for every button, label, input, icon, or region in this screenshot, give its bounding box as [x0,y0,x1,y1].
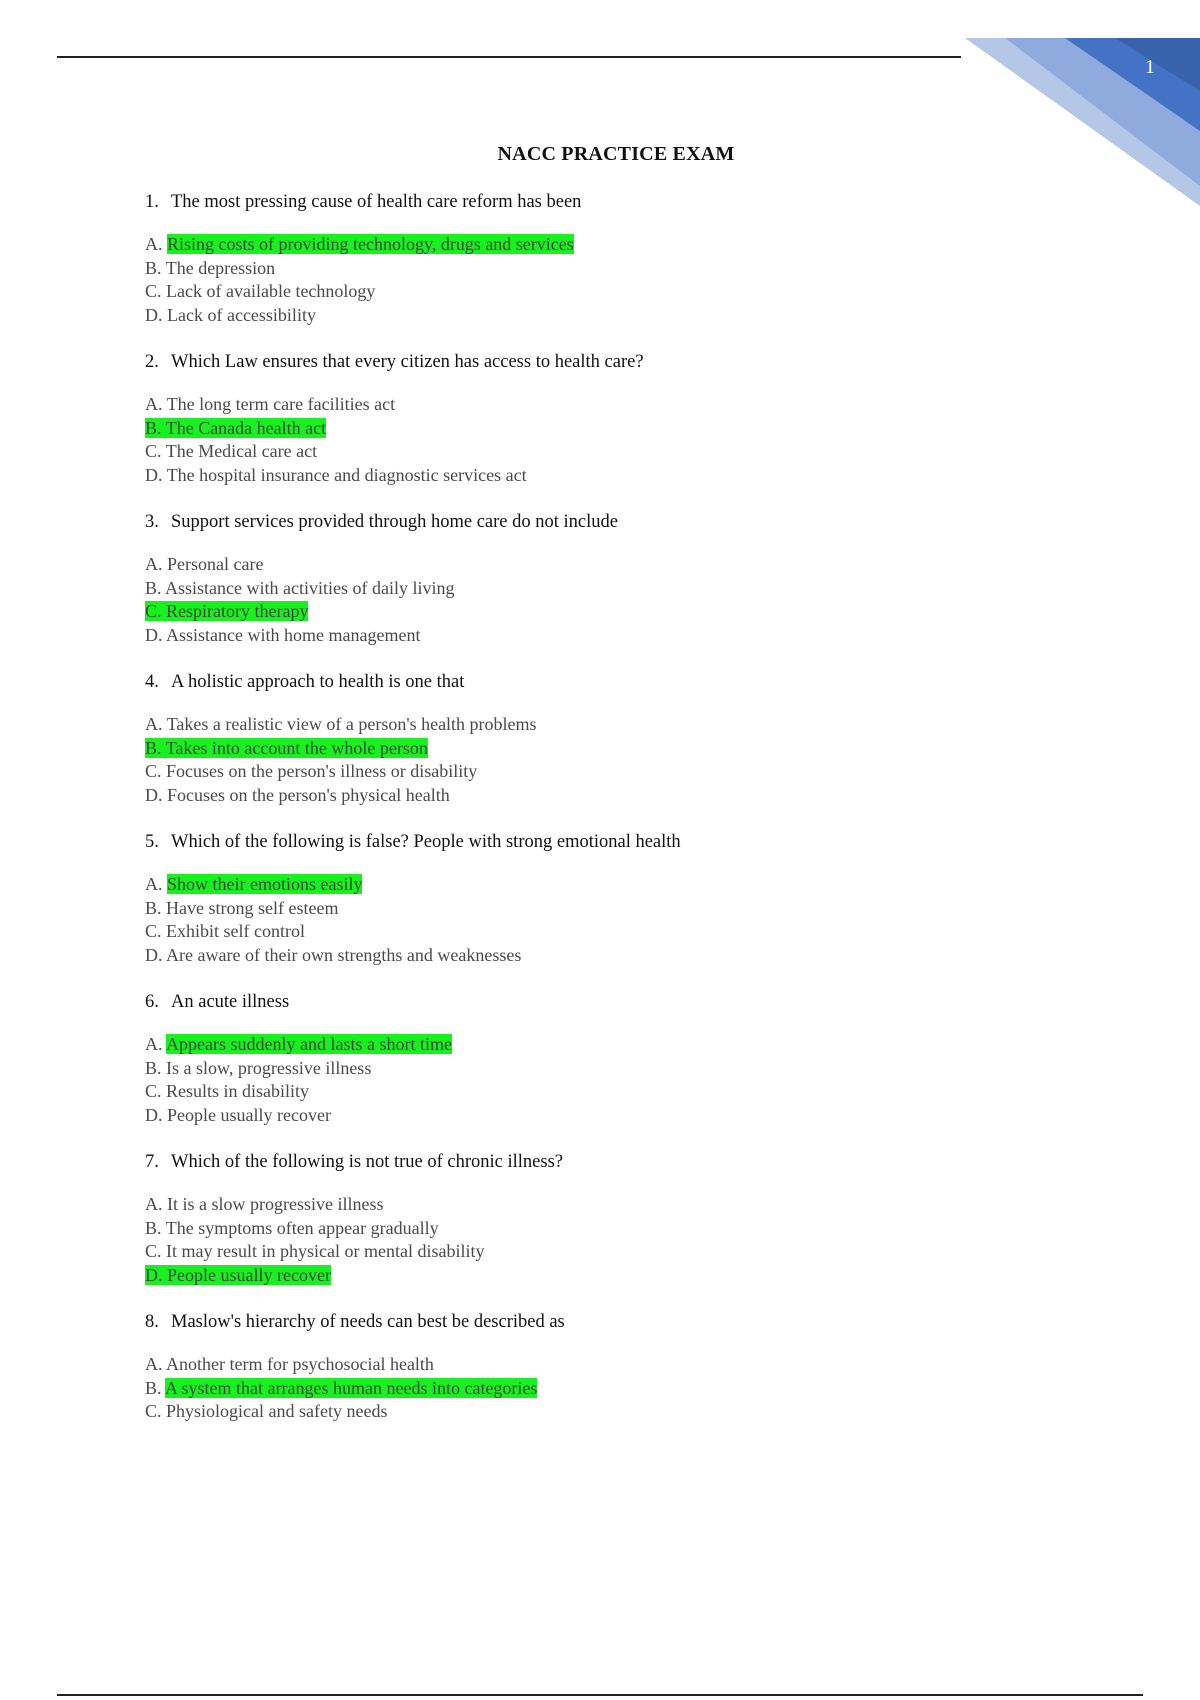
question-number: 8. [145,1312,159,1332]
option-letter: B. [145,1377,162,1398]
document-title: NACC PRACTICE EXAM [497,143,735,165]
highlighted-answer: Rising costs of providing technology, drugs and services [167,234,574,254]
highlighted-answer: Takes into account the whole person [165,737,428,758]
option-letter: A. [145,234,163,254]
option-letter: A. [145,1034,163,1054]
answer-option [145,760,1045,784]
option-text: Assistance with home management [166,624,421,645]
option-text: Lack of accessibility [167,304,316,325]
answer-options [145,1033,1045,1127]
option-letter: D. [145,784,163,805]
answer-option [145,1080,1045,1104]
answer-option [145,1057,1045,1081]
question-prompt: Which of the following is not true of chronic illness? [171,1152,564,1172]
question-list [145,189,1045,1446]
question-text [145,669,1045,695]
answer-option [145,897,1045,921]
option-text: Exhibit self control [166,921,305,941]
option-text: People usually recover [167,1104,331,1125]
question-text [145,989,1045,1015]
question-6 [145,989,1045,1127]
question-number: 2. [145,352,159,372]
option-text: The Medical care act [165,441,318,461]
question-number: 4. [145,672,159,692]
answer-options [145,553,1045,647]
answer-option [145,1400,1045,1424]
question-text [145,1149,1045,1175]
answer-option-correct [145,737,1045,761]
highlighted-answer: Show their emotions easily [167,874,363,894]
option-text: Are aware of their own strengths and weaknesses [166,944,522,965]
question-2 [145,349,1045,487]
option-text: Is a slow, progressive illness [166,1057,372,1078]
option-text: Physiological and safety needs [166,1401,388,1421]
answer-options [145,1193,1045,1287]
answer-option [145,393,1045,417]
option-text: Assistance with activities of daily living [165,577,455,598]
question-1 [145,189,1045,327]
option-text: Another term for psychosocial health [166,1354,434,1374]
answer-option [145,553,1045,577]
answer-option [145,280,1045,304]
option-text: The long term care facilities act [166,394,396,414]
option-letter: C. [145,281,162,301]
option-letter: B. [145,897,162,918]
question-4 [145,669,1045,807]
answer-option [145,577,1045,601]
footer-rule [57,1694,1143,1696]
header-rule [57,56,961,58]
answer-option-correct [145,1377,1045,1401]
question-number: 3. [145,512,159,532]
answer-option-correct [145,233,1045,257]
option-letter: B. [145,1217,162,1238]
answer-option-correct [145,873,1045,897]
answer-option [145,1104,1045,1128]
answer-option [145,713,1045,737]
question-number: 7. [145,1152,159,1172]
question-text [145,509,1045,535]
option-letter: C. [145,1401,162,1421]
option-letter: B. [145,417,162,438]
option-text: Lack of available technology [166,281,376,301]
answer-options [145,233,1045,327]
answer-option [145,304,1045,328]
answer-option [145,624,1045,648]
answer-option [145,944,1045,968]
answer-option [145,1193,1045,1217]
question-text [145,189,1045,215]
answer-option [145,1217,1045,1241]
option-letter: A. [145,394,163,414]
question-5 [145,829,1045,967]
highlighted-answer: A system that arranges human needs into categories [165,1377,538,1398]
option-letter: A. [145,1194,163,1214]
option-text: It is a slow progressive illness [167,1194,384,1214]
option-letter: D. [145,624,163,645]
option-letter: B. [145,577,162,598]
answer-option-correct [145,1033,1045,1057]
question-number: 1. [145,192,159,212]
option-letter: B. [145,737,162,758]
question-prompt: A holistic approach to health is one that [171,672,465,692]
answer-options [145,713,1045,807]
option-letter: A. [145,874,163,894]
question-prompt: Which Law ensures that every citizen has access to health care? [171,352,644,372]
option-letter: C. [145,761,162,781]
answer-options [145,1353,1045,1424]
option-text: Focuses on the person's physical health [167,784,450,805]
question-prompt: Support services provided through home care do not include [171,512,618,532]
option-letter: C. [145,1081,162,1101]
question-number: 5. [145,832,159,852]
option-letter: A. [145,1354,163,1374]
question-text [145,829,1045,855]
highlighted-answer: Appears suddenly and lasts a short time [166,1034,452,1054]
answer-option [145,257,1045,281]
option-text: Results in disability [166,1081,310,1101]
option-letter: D. [145,1104,163,1125]
option-letter: D. [145,1264,163,1285]
question-text [145,1309,1045,1335]
option-letter: B. [145,257,162,278]
option-letter: C. [145,1241,162,1261]
question-prompt: Which of the following is false? People with strong emotional health [171,832,681,852]
answer-option-correct [145,1264,1045,1288]
highlighted-answer: Respiratory therapy [166,601,309,621]
option-text: Focuses on the person's illness or disability [166,761,478,781]
page-number: 1 [1145,56,1155,78]
option-letter: D. [145,464,163,485]
highlighted-answer: The Canada health act [165,417,327,438]
answer-option [145,1240,1045,1264]
answer-options [145,393,1045,487]
answer-option [145,920,1045,944]
question-number: 6. [145,992,159,1012]
corner-decoration [965,36,1200,206]
option-letter: D. [145,944,163,965]
option-letter: A. [145,714,163,734]
option-text: Personal care [167,554,264,574]
option-letter: D. [145,304,163,325]
question-8 [145,1309,1045,1424]
option-letter: C. [145,921,162,941]
option-text: Takes a realistic view of a person's health problems [166,714,537,734]
option-text: Have strong self esteem [166,897,339,918]
question-prompt: The most pressing cause of health care reform has been [171,192,582,212]
highlighted-answer: People usually recover [167,1264,331,1285]
answer-option [145,1353,1045,1377]
question-prompt: Maslow's hierarchy of needs can best be described as [171,1312,565,1332]
answer-option [145,440,1045,464]
question-text [145,349,1045,375]
option-text: The hospital insurance and diagnostic services act [166,464,527,485]
option-text: It may result in physical or mental disability [166,1241,485,1261]
option-letter: A. [145,554,163,574]
option-letter: C. [145,441,162,461]
option-text: The depression [165,257,276,278]
option-letter: C. [145,601,162,621]
answer-options [145,873,1045,967]
answer-option [145,464,1045,488]
answer-option-correct [145,417,1045,441]
option-text: The symptoms often appear gradually [165,1217,439,1238]
option-letter: B. [145,1057,162,1078]
question-prompt: An acute illness [171,992,290,1012]
answer-option [145,784,1045,808]
question-3 [145,509,1045,647]
question-7 [145,1149,1045,1287]
answer-option-correct [145,600,1045,624]
